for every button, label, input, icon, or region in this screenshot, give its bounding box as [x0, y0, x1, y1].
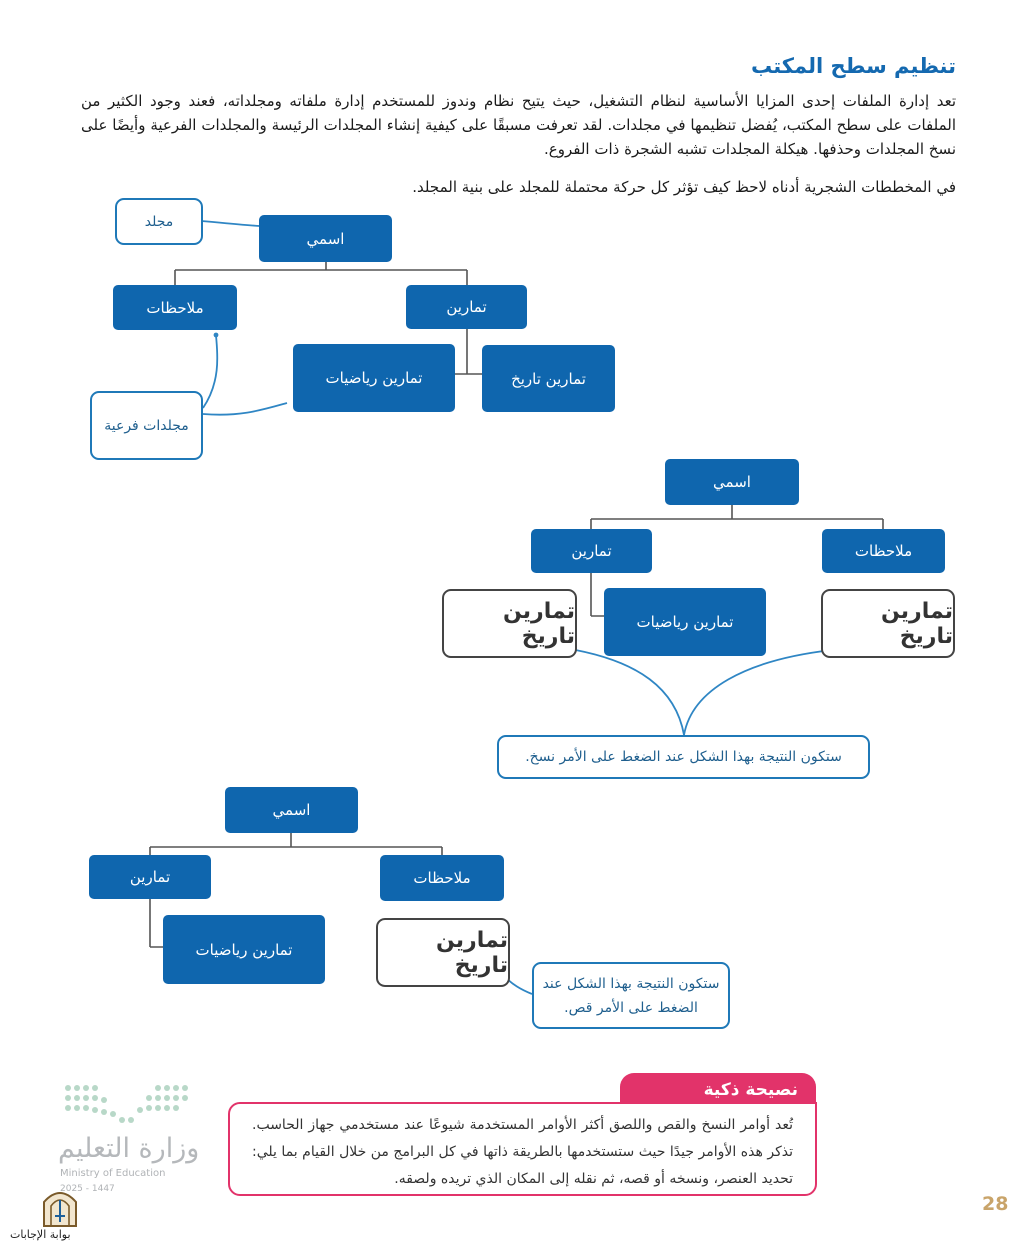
d1-notes-folder: ملاحظات: [113, 285, 237, 330]
d2-copy-callout: ستكون النتيجة بهذا الشكل عند الضغط على الأمر نسخ.: [497, 735, 870, 779]
smart-tip-heading: نصيحة ذكية: [620, 1073, 816, 1107]
page-number: 28: [982, 1193, 1009, 1215]
d3-math-folder: تمارين رياضيات: [163, 915, 325, 984]
ministry-logo-arabic: وزارة التعليم: [58, 1133, 200, 1164]
d1-math-folder: تمارين رياضيات: [293, 344, 455, 412]
ministry-logo-dots-icon: [62, 1080, 197, 1130]
d2-exercises-folder: تمارين: [531, 529, 652, 573]
site-logo-icon: [38, 1186, 82, 1228]
page-title: تنظيم سطح المكتب: [751, 54, 956, 78]
d3-root-folder: اسمي: [225, 787, 358, 833]
d1-root-folder: اسمي: [259, 215, 392, 262]
ministry-logo-years: 2025 - 1447: [60, 1184, 115, 1194]
d1-folder-callout: مجلد: [115, 198, 203, 245]
smart-tip-body: تُعد أوامر النسخ والقص واللصق أكثر الأوامر المستخدمة شيوعًا عند مستخدمي جهاز الحاسب. تذكر هذه الأوامر جيدًا حيث ستستخدمها بالطريقة ذاتها في كل البرامج من خلال القيام بما يلي: تحديد العنصر، ونسخه أو قصه، ثم نقله إلى المكان الذي تريده ولصقه.: [228, 1102, 817, 1196]
d2-history-copy-right: تمارين تاريخ: [821, 589, 955, 658]
d3-exercises-folder: تمارين: [89, 855, 211, 899]
d3-notes-folder: ملاحظات: [380, 855, 504, 901]
d1-subfolders-callout: مجلدات فرعية: [90, 391, 203, 460]
site-watermark-label: بوابة الإجابات: [10, 1228, 71, 1241]
d2-math-folder: تمارين رياضيات: [604, 588, 766, 656]
d2-notes-folder: ملاحظات: [822, 529, 945, 573]
d3-cut-callout: ستكون النتيجة بهذا الشكل عند الضغط على الأمر قص.: [532, 962, 730, 1029]
d1-exercises-folder: تمارين: [406, 285, 527, 329]
instruction-paragraph: في المخططات الشجرية أدناه لاحظ كيف تؤثر كل حركة محتملة للمجلد على بنية المجلد.: [412, 178, 956, 196]
d2-root-folder: اسمي: [665, 459, 799, 505]
intro-paragraph: تعد إدارة الملفات إحدى المزايا الأساسية لنظام التشغيل، حيث يتيح نظام وندوز للمستخدم إدارة ملفاته ومجلداته، فعند وجود الكثير من الملفات على سطح المكتب، يُفضل تنظيمها في مجلدات. لقد تعرفت مسبقًا على كيفية إنشاء المجلدات الرئيسة والمجلدات الفرعية وأيضًا على نسخ المجلدات وحذفها. هيكلة المجلدات تشبه الشجرة ذات الفروع.: [81, 92, 956, 158]
d1-history-folder: تمارين تاريخ: [482, 345, 615, 412]
d2-history-copy-left: تمارين تاريخ: [442, 589, 577, 658]
d3-history-moved: تمارين تاريخ: [376, 918, 510, 987]
ministry-logo-english: Ministry of Education: [60, 1168, 166, 1179]
